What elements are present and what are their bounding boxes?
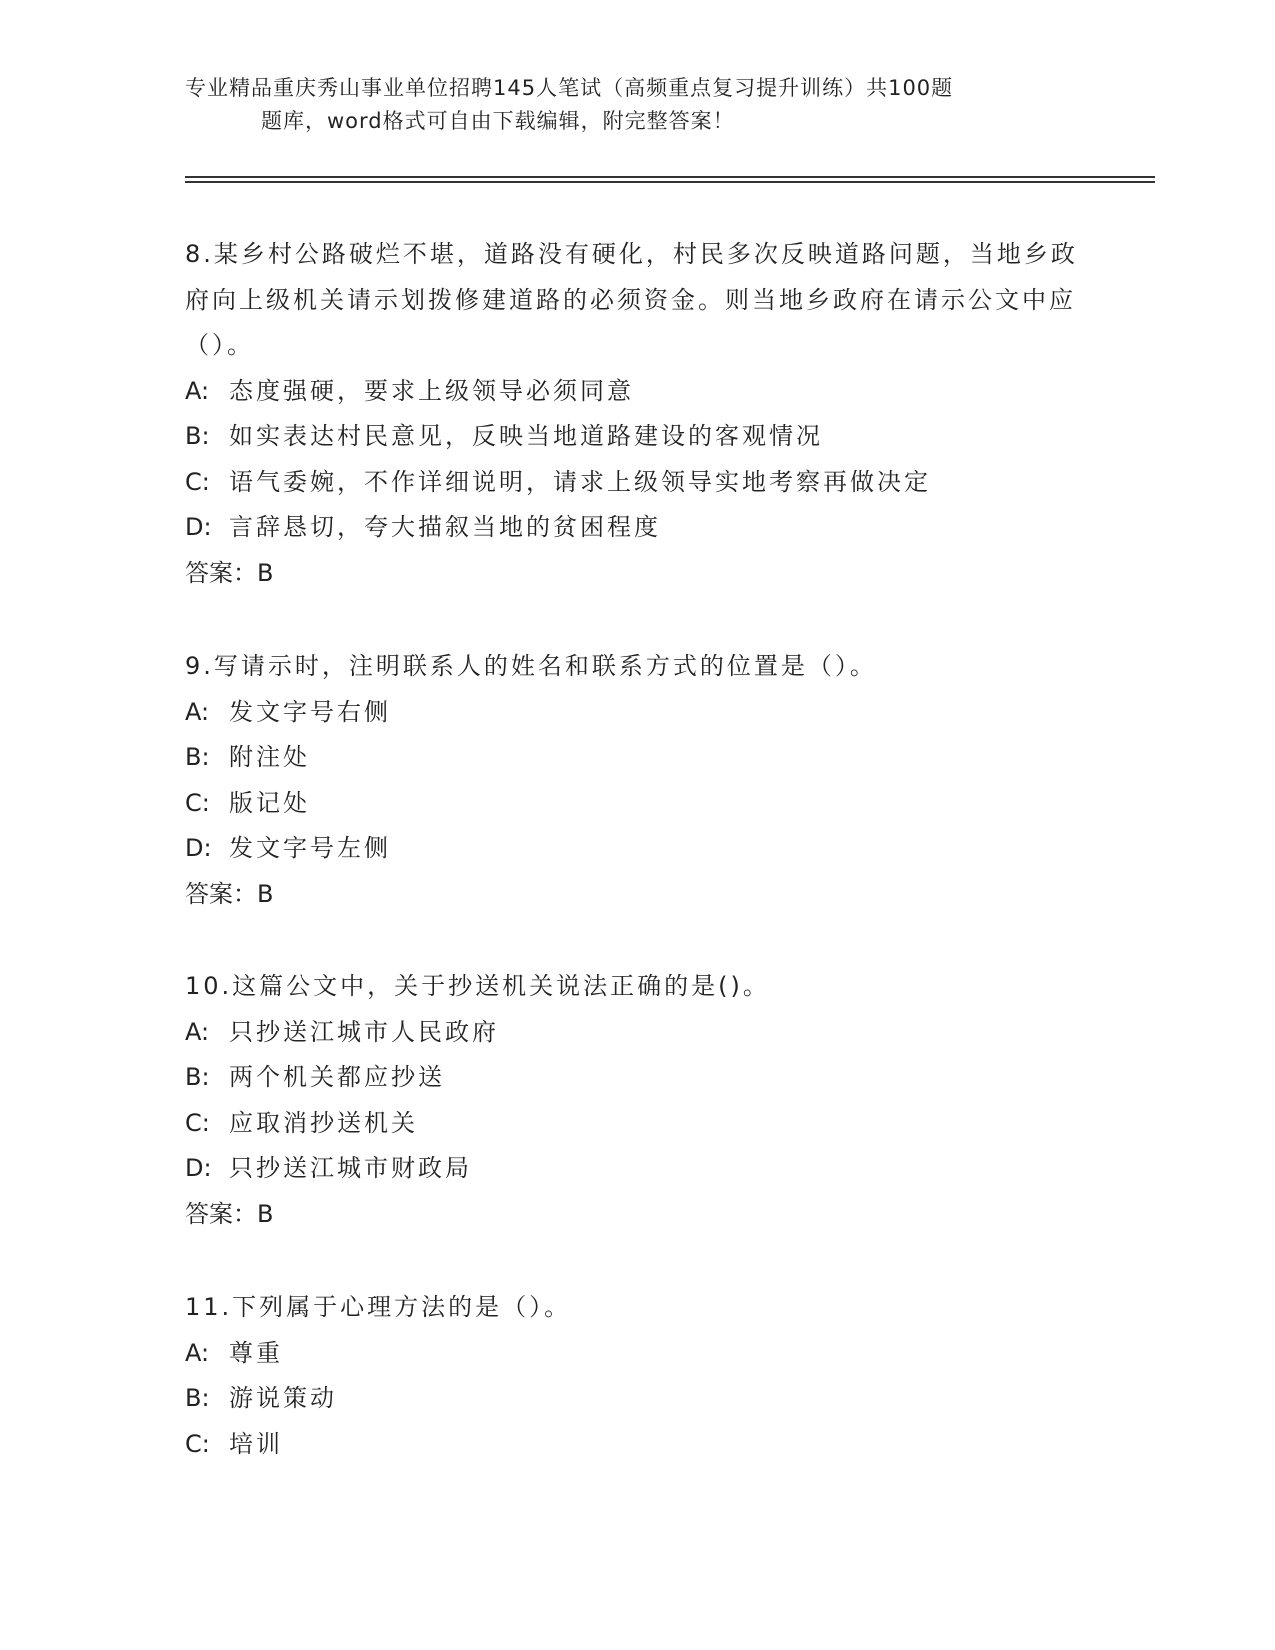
option-letter: A: bbox=[185, 1338, 210, 1367]
option-letter: A: bbox=[185, 376, 210, 405]
option-letter: C: bbox=[185, 788, 210, 817]
option-text: 应取消抄送机关 bbox=[229, 1108, 418, 1137]
option-b bbox=[185, 414, 1085, 460]
option-text: 尊重 bbox=[229, 1338, 283, 1367]
option-d bbox=[185, 1146, 1085, 1192]
option-c bbox=[185, 460, 1085, 506]
question-stem: 8.某乡村公路破烂不堪，道路没有硬化，村民多次反映道路问题，当地乡政府向上级机关请示划拨修建道路的必须资金。则当地乡政府在请示公文中应（）。 bbox=[185, 240, 1078, 359]
option-letter: B: bbox=[185, 1063, 210, 1091]
header-divider-top bbox=[185, 176, 1155, 178]
question-stem: 10.这篇公文中，关于抄送机关说法正确的是()。 bbox=[185, 972, 770, 1000]
option-text: 培训 bbox=[229, 1429, 283, 1458]
option-text: 两个机关都应抄送 bbox=[229, 1063, 445, 1091]
option-text: 只抄送江城市人民政府 bbox=[229, 1017, 499, 1046]
question-9 bbox=[185, 644, 1085, 917]
option-text: 言辞恳切，夸大描叙当地的贫困程度 bbox=[229, 513, 661, 541]
question-11 bbox=[185, 1285, 1085, 1467]
header-divider-bottom bbox=[185, 181, 1155, 183]
option-letter: C: bbox=[185, 467, 210, 496]
option-text: 游说策动 bbox=[229, 1384, 337, 1412]
option-b bbox=[185, 735, 1085, 781]
option-letter: D: bbox=[185, 1154, 212, 1182]
option-text: 如实表达村民意见，反映当地道路建设的客观情况 bbox=[229, 422, 823, 450]
option-a bbox=[185, 1010, 1085, 1056]
answer: 答案：B bbox=[185, 879, 274, 908]
option-letter: C: bbox=[185, 1429, 210, 1458]
option-a bbox=[185, 690, 1085, 736]
option-letter: A: bbox=[185, 697, 210, 726]
option-text: 只抄送江城市财政局 bbox=[229, 1154, 472, 1182]
option-letter: B: bbox=[185, 1384, 210, 1412]
answer: 答案：B bbox=[185, 1199, 274, 1228]
option-letter: B: bbox=[185, 743, 210, 771]
option-c bbox=[185, 1101, 1085, 1147]
option-a bbox=[185, 369, 1085, 415]
document-header bbox=[185, 72, 1065, 138]
option-text: 语气委婉，不作详细说明，请求上级领导实地考察再做决定 bbox=[229, 467, 931, 496]
option-b bbox=[185, 1376, 1085, 1422]
option-letter: D: bbox=[185, 834, 212, 862]
option-c bbox=[185, 1422, 1085, 1468]
option-text: 态度强硬，要求上级领导必须同意 bbox=[229, 376, 634, 405]
option-letter: B: bbox=[185, 422, 210, 450]
option-letter: C: bbox=[185, 1108, 210, 1137]
option-text: 发文字号右侧 bbox=[229, 697, 391, 726]
option-letter: D: bbox=[185, 513, 212, 541]
option-a bbox=[185, 1331, 1085, 1377]
option-b bbox=[185, 1055, 1085, 1101]
header-title-line-1: 专业精品重庆秀山事业单位招聘145人笔试（高频重点复习提升训练）共100题 bbox=[185, 76, 954, 100]
option-text: 版记处 bbox=[229, 788, 310, 817]
option-text: 发文字号左侧 bbox=[229, 834, 391, 862]
question-10 bbox=[185, 964, 1085, 1237]
option-text: 附注处 bbox=[229, 743, 310, 771]
header-title-line-2: 题库，word格式可自由下载编辑，附完整答案！ bbox=[261, 109, 735, 133]
option-c bbox=[185, 781, 1085, 827]
question-8 bbox=[185, 232, 1085, 596]
question-stem: 9.写请示时，注明联系人的姓名和联系方式的位置是（）。 bbox=[185, 652, 877, 680]
option-d bbox=[185, 826, 1085, 872]
option-letter: A: bbox=[185, 1017, 210, 1046]
question-stem: 11.下列属于心理方法的是（）。 bbox=[185, 1293, 572, 1321]
answer: 答案：B bbox=[185, 558, 274, 587]
option-d bbox=[185, 505, 1085, 551]
